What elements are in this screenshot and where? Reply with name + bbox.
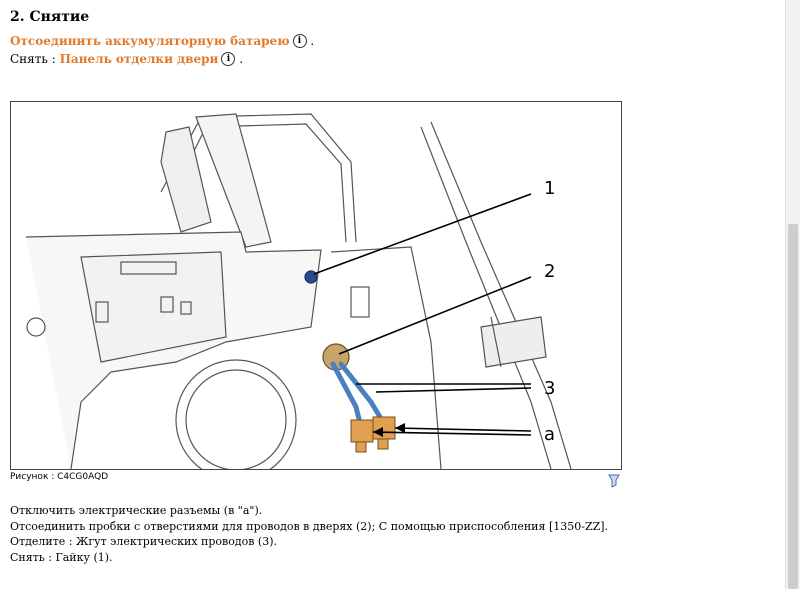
speaker-ring bbox=[176, 360, 296, 469]
connector-part bbox=[351, 420, 373, 442]
glass-strip bbox=[196, 114, 271, 247]
leader-line-a bbox=[373, 432, 531, 435]
connector-pin bbox=[378, 439, 388, 449]
door-illustration bbox=[11, 102, 621, 469]
mirror-shape bbox=[161, 127, 211, 232]
info-icon[interactable]: i bbox=[221, 52, 235, 66]
info-icon[interactable]: i bbox=[293, 34, 307, 48]
shell-slot bbox=[351, 287, 369, 317]
instruction-line: Отсоединить пробки с отверстиями для проводов в дверях (2); С помощью приспособления [1350-ZZ]. bbox=[10, 519, 609, 533]
step-dot: . bbox=[310, 34, 315, 48]
speaker-cone bbox=[186, 370, 286, 469]
step-remove-panel bbox=[10, 52, 243, 66]
connector-pin bbox=[356, 442, 366, 452]
leader-line-3 bbox=[376, 388, 531, 392]
battery-link[interactable]: Отсоединить аккумуляторную батарею bbox=[10, 34, 290, 48]
step-disconnect-battery bbox=[10, 34, 314, 48]
callout-1: 1 bbox=[544, 178, 556, 199]
pillar-line bbox=[421, 127, 551, 469]
connector-part bbox=[373, 417, 395, 439]
arrowhead bbox=[395, 423, 405, 433]
scrollbar[interactable] bbox=[785, 0, 800, 589]
instruction-line: Снять : Гайку (1). bbox=[10, 550, 113, 564]
hinge bbox=[481, 317, 546, 367]
panel-hole bbox=[27, 318, 45, 336]
callout-2: 2 bbox=[544, 261, 556, 282]
instruction-line: Отделите : Жгут электрических проводов (3). bbox=[10, 535, 277, 548]
step-dot: . bbox=[239, 52, 244, 66]
zoom-icon[interactable] bbox=[608, 474, 620, 488]
remove-prefix: Снять : bbox=[10, 52, 60, 66]
pillar-line bbox=[431, 122, 571, 469]
door-panel-link[interactable]: Панель отделки двери bbox=[59, 52, 219, 66]
section-title: 2. Снятие bbox=[10, 9, 90, 25]
figure-caption: Рисунок : C4CG0AQD bbox=[10, 472, 109, 482]
leader-line-a bbox=[395, 428, 531, 431]
callout-a: a bbox=[544, 424, 556, 445]
instructions bbox=[10, 503, 608, 565]
leader-line-1 bbox=[314, 194, 531, 274]
callout-3: 3 bbox=[544, 378, 556, 399]
door-diagram bbox=[10, 101, 622, 470]
scrollbar-thumb[interactable] bbox=[788, 224, 798, 589]
instruction-line: Отключить электрические разъемы (в "a"). bbox=[10, 504, 263, 517]
